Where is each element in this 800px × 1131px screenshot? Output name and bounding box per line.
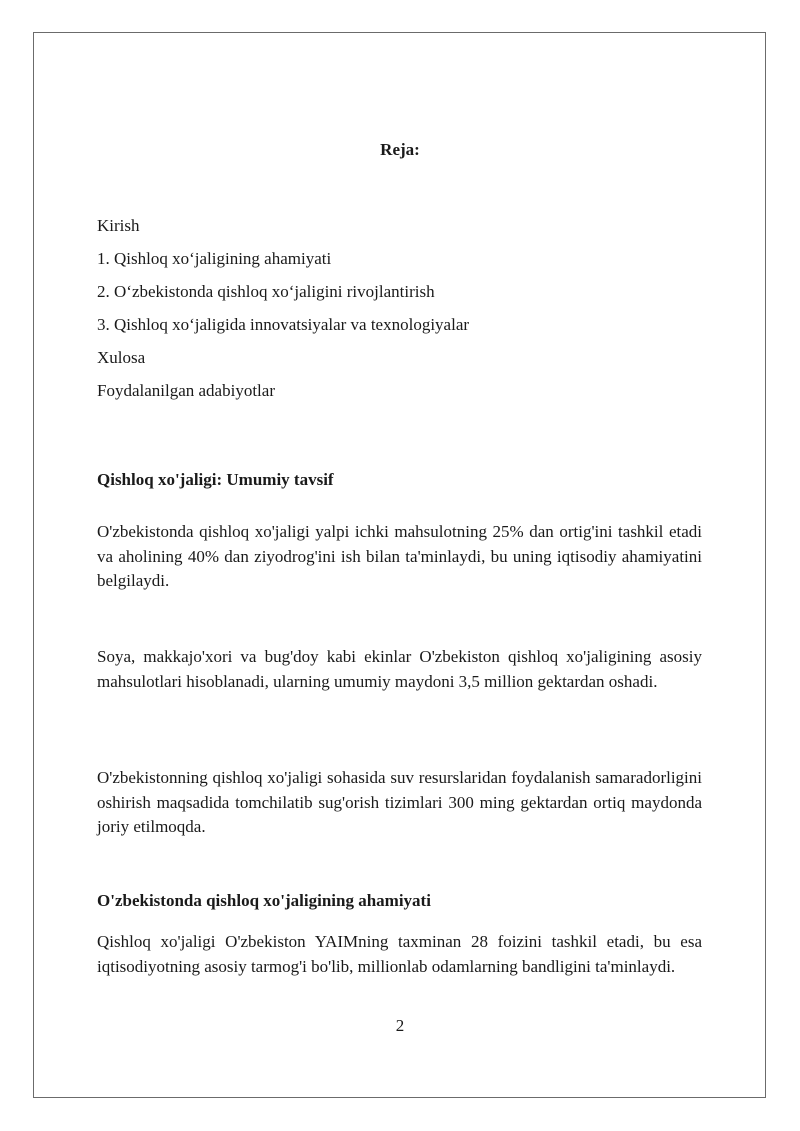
paragraph-crops: Soya, makkajo'xori va bug'doy kabi ekinlar O'zbekiston qishloq xo'jaligining asosiy mahsulotlari hisoblanadi, ularning umumiy maydoni 3,5 million gektardan oshadi. <box>97 647 702 691</box>
toc-item-conclusion: Xulosa <box>97 348 146 367</box>
toc-item-3: 3. Qishloq xo‘jaligida innovatsiyalar va texnologiyalar <box>97 315 470 334</box>
toc-item-intro: Kirish <box>97 216 140 235</box>
plan-title: Reja: <box>380 140 420 159</box>
toc-item-2: 2. O‘zbekistonda qishloq xo‘jaligini rivojlantirish <box>97 282 435 301</box>
paragraph-drip-irrigation: O'zbekistonning qishloq xo'jaligi sohasida suv resurslaridan foydalanish samaradorligini oshirish maqsadida tomchilatib sug'orish tizimlari 300 ming gektardan ortiq maydonda joriy etilmoqda. <box>97 768 702 836</box>
table-of-contents <box>97 209 469 407</box>
paragraph-gdp-share: O'zbekistonda qishloq xo'jaligi yalpi ichki mahsulotning 25% dan ortig'ini tashkil etadi va aholining 40% dan ziyodrog'ini ish bilan ta'minlaydi, bu uning iqtisodiy ahamiyatini belgilaydi. <box>97 522 702 590</box>
page-number: 2 <box>395 1016 405 1035</box>
section-heading-overview: Qishloq xo'jaligi: Umumiy tavsif <box>97 470 334 489</box>
toc-item-references: Foydalanilgan adabiyotlar <box>97 381 275 400</box>
toc-item-1: 1. Qishloq xo‘jaligining ahamiyati <box>97 249 332 268</box>
paragraph-employment: Qishloq xo'jaligi O'zbekiston YAIMning taxminan 28 foizini tashkil etadi, bu esa iqtisodiyotning asosiy tarmog'i bo'lib, millionlab odamlarning bandligini ta'minlaydi. <box>97 932 702 976</box>
section-heading-importance: O'zbekistonda qishloq xo'jaligining ahamiyati <box>97 891 431 910</box>
